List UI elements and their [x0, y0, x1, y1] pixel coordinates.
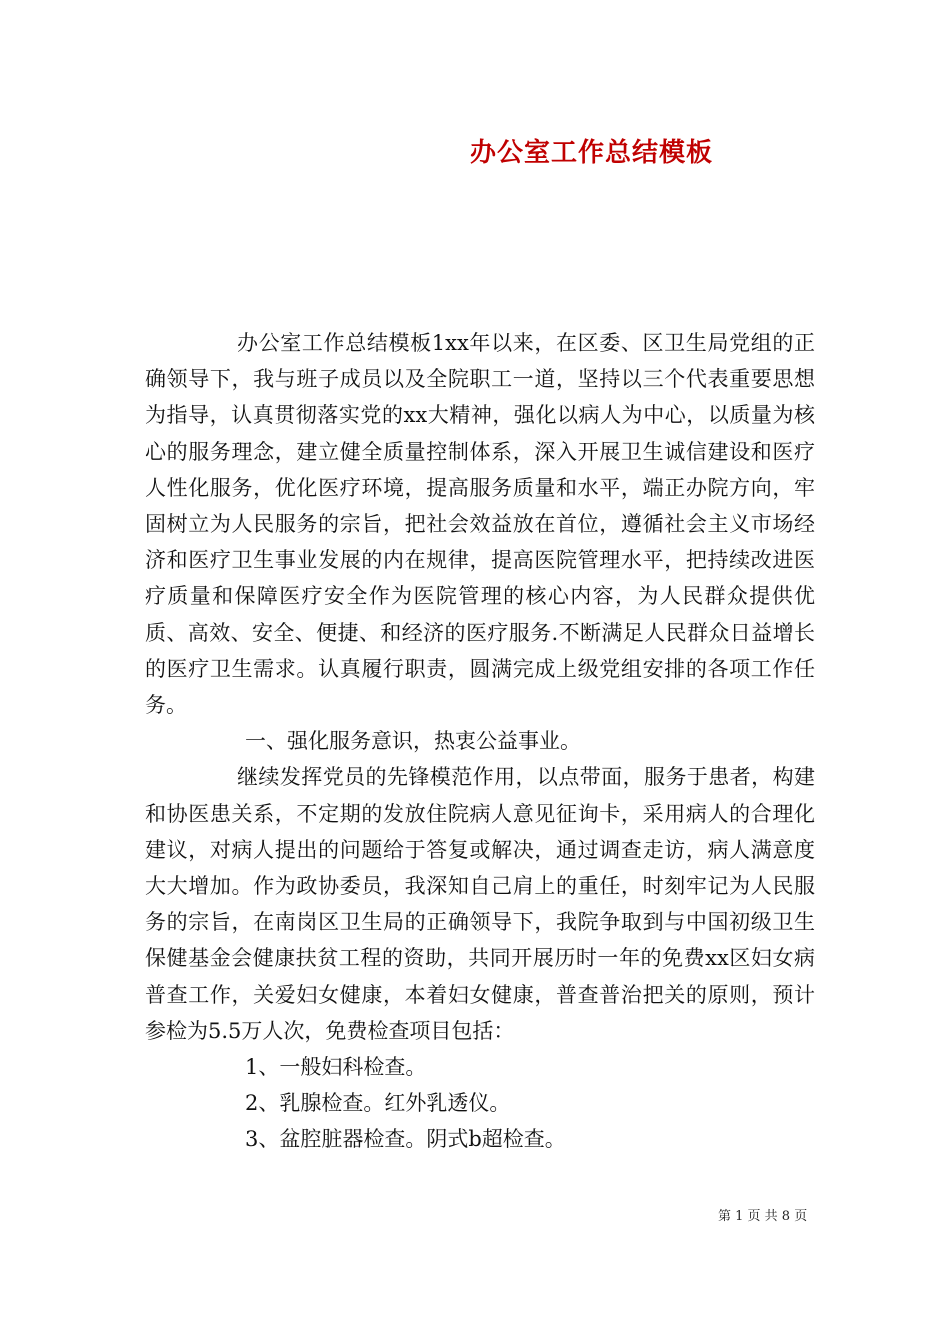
intro-paragraph: 办公室工作总结模板1xx年以来，在区委、区卫生局党组的正确领导下，我与班子成员以及全院职工一道，坚持以三个代表重要思想为指导，认真贯彻落实党的xx大精神，强化以病人为中心，以质量为核心的服务理念，建立健全质量控制体系，深入开展卫生诚信建设和医疗人性化服务，优化医疗环境，提高服务质量和水平，端正办院方向，牢固树立为人民服务的宗旨，把社会效益放在首位，遵循社会主义市场经济和医疗卫生事业发展的内在规律，提高医院管理水平，把持续改进医疗质量和保障医疗安全作为医院管理的核心内容，为人民群众提供优质、高效、安全、便捷、和经济的医疗服务.不断满足人民群众日益增长的医疗卫生需求。认真履行职责，圆满完成上级党组安排的各项工作任务。 [145, 331, 815, 718]
list-item: 2、乳腺检查。红外乳透仪。 [245, 1091, 511, 1116]
document-title: 办公室工作总结模板 [470, 138, 714, 168]
list-item: 3、盆腔脏器检查。阴式b超检查。 [245, 1127, 566, 1152]
list-item: 1、一般妇科检查。 [245, 1055, 427, 1080]
section-body-paragraph: 继续发挥党员的先锋模范作用，以点带面，服务于患者，构建和协医患关系，不定期的发放住院病人意见征询卡，采用病人的合理化建议，对病人提出的问题给于答复或解决，通过调查走访，病人满意度大大增加。作为政协委员，我深知自己肩上的重任，时刻牢记为人民服务的宗旨，在南岗区卫生局的正确领导下，我院争取到与中国初级卫生保健基金会健康扶贫工程的资助，共同开展历时一年的免费xx区妇女病普查工作，关爱妇女健康，本着妇女健康，普查普治把关的原则，预计参检为5.5万人次，免费检查项目包括： [145, 765, 815, 1043]
section-heading: 一、强化服务意识，热衷公益事业。 [245, 729, 581, 754]
page-number: 第 1 页 共 8 页 [718, 1209, 808, 1224]
document-body [145, 325, 815, 1158]
